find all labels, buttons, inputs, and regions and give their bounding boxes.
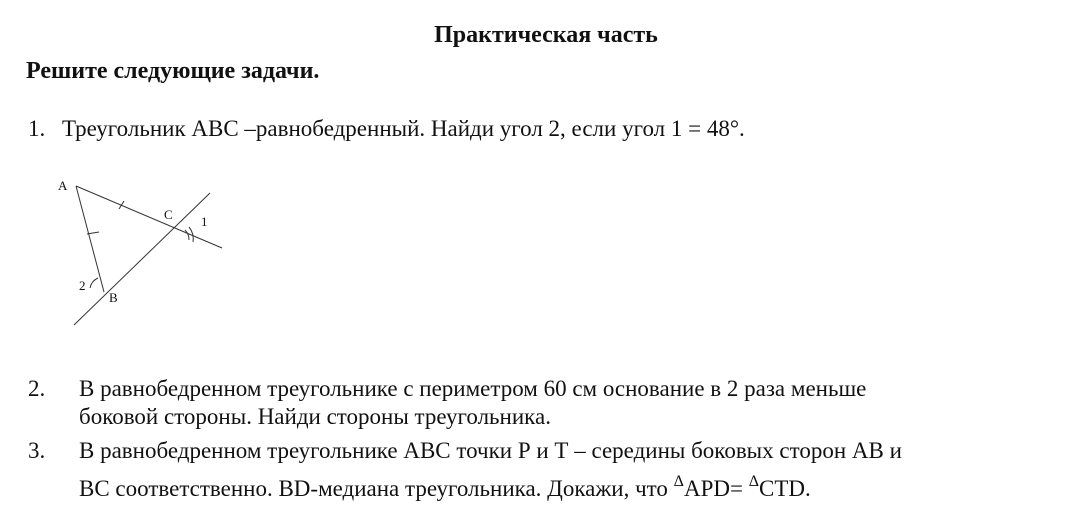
page-title: Практическая часть bbox=[434, 22, 658, 48]
task-number: 1. bbox=[28, 116, 46, 141]
angle-1-label: 1 bbox=[201, 214, 208, 229]
angle-2-arc bbox=[90, 278, 98, 288]
triangle-symbol: Δ bbox=[748, 473, 759, 490]
task-number: 3. bbox=[28, 438, 46, 463]
vertex-a-label: A bbox=[58, 178, 68, 193]
triangle-figure bbox=[54, 176, 234, 328]
side-bc-line bbox=[74, 193, 210, 325]
triangle-ctd: CTD. bbox=[758, 476, 811, 501]
task-text-line-2: боковой стороны. Найди стороны треугольника. bbox=[79, 404, 551, 429]
triangle-apd: APD= bbox=[683, 476, 749, 501]
angle-2-label: 2 bbox=[79, 278, 86, 293]
task-text-line-1: В равнобедренном треугольнике с периметром 60 см основание в 2 раза меньше bbox=[79, 376, 867, 401]
task-text-line-2 bbox=[79, 474, 811, 507]
task-text: Треугольник АВС –равнобедренный. Найди угол 2, если угол 1 = 48°. bbox=[62, 116, 745, 141]
triangle-diagram bbox=[54, 176, 234, 328]
task-number: 2. bbox=[28, 376, 46, 401]
instructions-heading: Решите следующие задачи. bbox=[26, 58, 320, 84]
task-text-start: ВС соответственно. BD-медиана треугольника. Докажи, что bbox=[79, 476, 674, 501]
vertex-c-label: C bbox=[164, 207, 173, 222]
side-ab-line bbox=[76, 186, 104, 292]
angle-1-arc bbox=[185, 230, 189, 240]
vertex-b-label: B bbox=[109, 290, 118, 305]
triangle-symbol: Δ bbox=[673, 473, 684, 490]
task-text-line-1: В равнобедренном треугольнике АВС точки Р и Т – середины боковых сторон АВ и bbox=[79, 438, 902, 463]
